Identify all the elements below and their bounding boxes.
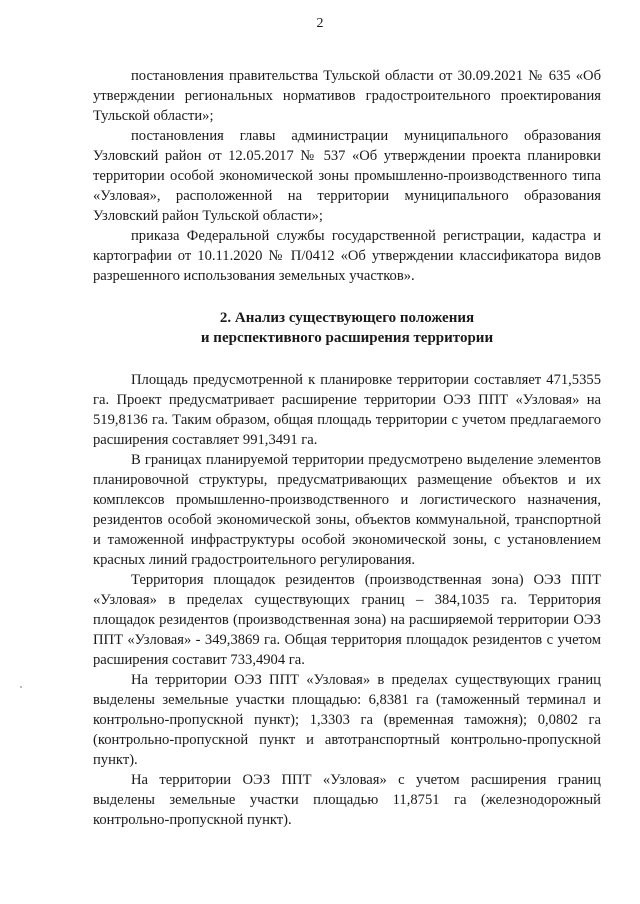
paragraph-order-p0412: приказа Федеральной службы государственной регистрации, кадастра и картографии от 10.11.2020 № П/0412 «Об утверждении классификатора видов разрешенного использования земельных участков».: [93, 228, 601, 284]
paragraph-regulation-635: постановления правительства Тульской области от 30.09.2021 № 635 «Об утверждении региональных нормативов градостроительного проектирования Тульской области»;: [93, 68, 601, 124]
page-number: 2: [316, 16, 324, 31]
paragraph-customs-plots: На территории ОЭЗ ППТ «Узловая» в пределах существующих границ выделены земельные участки площадью: 6,8381 га (таможенный терминал и контрольно-пропускной пункт); 1,3303 га (временная таможня); 0,0802 га (контрольно-пропускной пункт и автотранспортный контрольно-пропускной пункт).: [93, 672, 601, 768]
section-heading: [93, 308, 601, 348]
paragraph-decree-537: постановления главы администрации муниципального образования Узловский район от 12.05.2017 № 537 «Об утверждении проекта планировки территории особой экономической зоны промышленно-производственного типа «Узловая», расположенной на территории муниципального образования Узловский район Тульской области»;: [93, 128, 601, 224]
paragraph-railway-checkpoint: На территории ОЭЗ ППТ «Узловая» с учетом расширения границ выделены земельные участки площадью 11,8751 га (железнодорожный контрольно-пропускной пункт).: [93, 772, 601, 828]
section-heading-line2: и перспективного расширения территории: [200, 330, 494, 346]
section-heading-line1: 2. Анализ существующего положения: [219, 310, 475, 326]
paragraph-resident-sites: Территория площадок резидентов (производственная зона) ОЭЗ ППТ «Узловая» в пределах существующих границ – 384,1035 га. Территория площадок резидентов (производственная зона) на расширяемой территории ОЭЗ ППТ «Узловая» - 349,3869 га. Общая территория площадок резидентов с учетом расширения составит 733,4904 га.: [93, 572, 601, 668]
paragraph-planning-structure: В границах планируемой территории предусмотрено выделение элементов планировочной структуры, предусматривающих размещение объектов и их комплексов промышленно-производственного и логистического назначения, резидентов особой экономической зоны, объектов коммунальной, транспортной и таможенной инфраструктуры особой экономической зоны, с установлением красных линий градостроительного регулирования.: [93, 452, 601, 568]
paragraph-area: Площадь предусмотренной к планировке территории составляет 471,5355 га. Проект предусматривает расширение территории ОЭЗ ППТ «Узловая» на 519,8136 га. Таким образом, общая площадь территории с учетом предлагаемого расширения составляет 991,3491 га.: [93, 372, 601, 448]
document-body: [93, 66, 601, 830]
margin-mark: [20, 686, 22, 688]
